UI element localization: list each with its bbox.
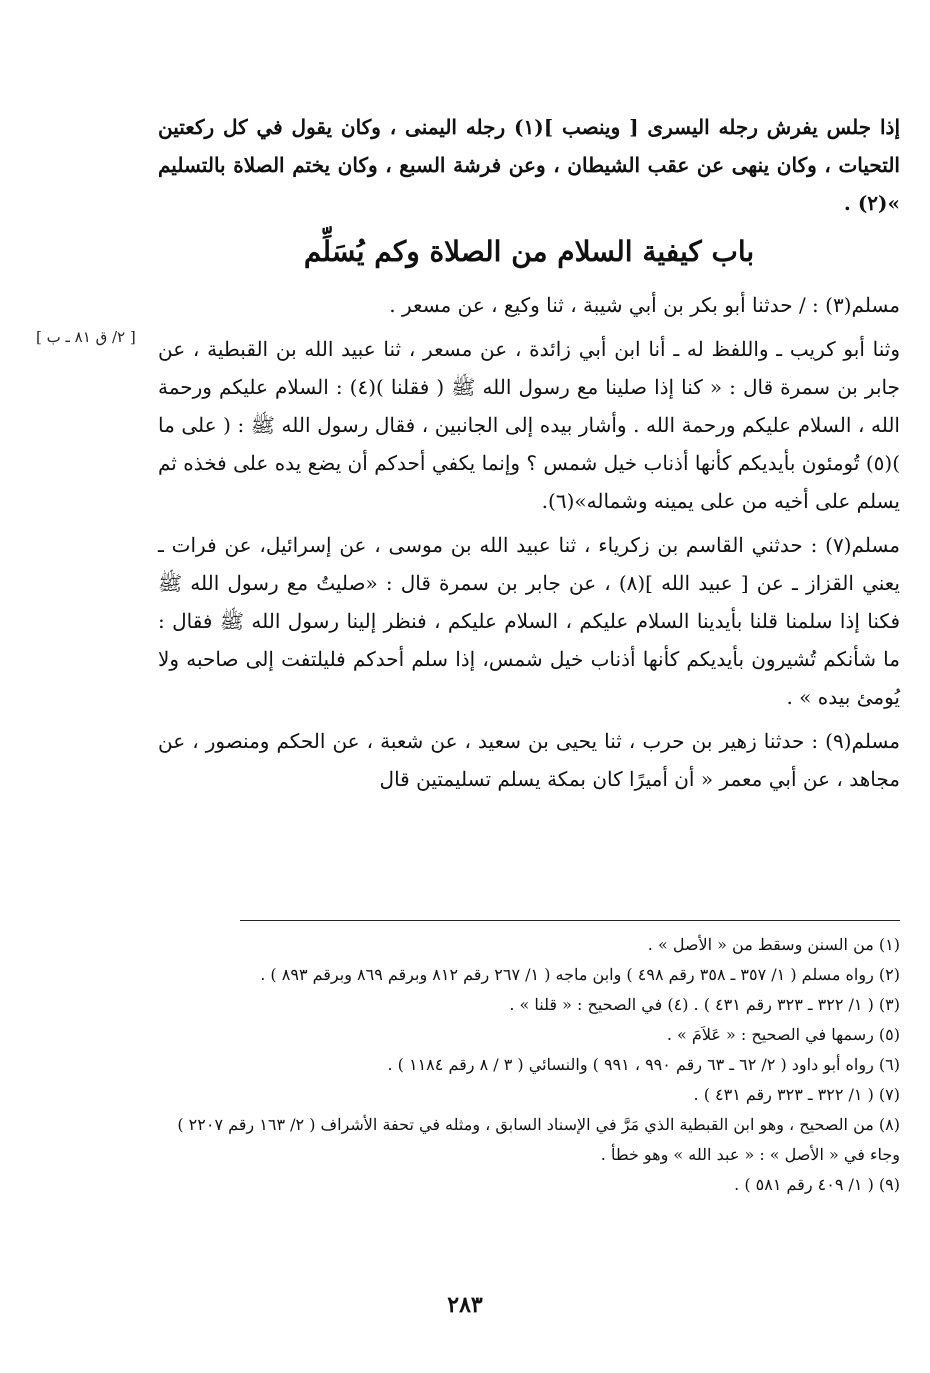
main-text <box>158 108 900 804</box>
footnote: (٨) من الصحيح ، وهو ابن القبطية الذي مَرَّ في الإسناد السابق ، ومثله في تحفة الأشراف ( ٢/ ١٦٣ رقم ٢٢٠٧ ) وجاء في « الأصل » : « عبد الله » وهو خطأ . <box>177 1115 900 1164</box>
footnotes <box>160 930 900 1200</box>
footnote: (٦) رواه أبو داود ( ٢/ ٦٢ ـ ٦٣ رقم ٩٩٠ ، ٩٩١ ) والنسائي ( ٣ / ٨ رقم ١١٨٤ ) . <box>387 1055 900 1074</box>
paragraph-2: وثنا أبو كريب ـ واللفظ له ـ أنا ابن أبي زائدة ، عن مسعر ، ثنا عبيد الله بن القبطية ، عن جابر بن سمرة قال : « كنا إذا صلينا مع رسول الله ﷺ ( فقلنا )(٤) : السلام عليكم ورحمة الله ، السلام عليكم ورحمة الله . وأشار بيده إلى الجانبين ، فقال رسول الله ﷺ : ( على ما )(٥) تُومئون بأيديكم كأنها أذناب خيل شمس ؟ وإنما يكفي أحدكم أن يضع يده على فخذه ثم يسلم على أخيه من على يمينه وشماله»(٦). <box>158 337 900 513</box>
paragraph-intro: إذا جلس يفرش رجله اليسرى [ وينصب ](١) رجله اليمنى ، وكان يقول في كل ركعتين التحيات ، وكان ينهى عن عقب الشيطان ، وعن فرشة السبع ، وكان يختم الصلاة بالتسليم »(٢) . <box>158 115 901 215</box>
paragraph-4: مسلم(٩) : حدثنا زهير بن حرب ، ثنا يحيى بن سعيد ، عن شعبة ، عن الحكم ومنصور ، عن مجاهد ، عن أبي معمر « أن أميرًا كان بمكة يسلم تسليمتين قال <box>158 729 900 791</box>
chapter-title: باب كيفية السلام من الصلاة وكم يُسَلِّم <box>303 235 755 268</box>
paragraph-1: مسلم(٣) : / حدثنا أبو بكر بن أبي شيبة ، ثنا وكيع ، عن مسعر . <box>389 293 900 317</box>
footnote: (٩) ( ١/ ٤٠٩ رقم ٥٨١ ) . <box>734 1175 900 1194</box>
footnote: (١) من السنن وسقط من « الأصل » . <box>647 935 900 954</box>
footnote: (٥) رسمها في الصحيح : « عَلاَمَ » . <box>666 1025 900 1044</box>
margin-folio-note: [ ٢/ ق ٨١ ـ ب ] <box>36 328 136 346</box>
footnote: (٣) ( ١/ ٣٢٢ ـ ٣٢٣ رقم ٤٣١ ) . (٤) في الصحيح : « قلنا » . <box>509 995 900 1014</box>
footnote: (٢) رواه مسلم ( ١/ ٣٥٧ ـ ٣٥٨ رقم ٤٩٨ ) وابن ماجه ( ١/ ٢٦٧ رقم ٨١٢ وبرقم ٨٦٩ وبرقم ٨٩٣ ) . <box>260 965 900 984</box>
page-number: ٢٨٣ <box>447 1292 483 1318</box>
footnote: (٧) ( ١/ ٣٢٢ ـ ٣٢٣ رقم ٤٣١ ) . <box>693 1085 900 1104</box>
footnote-divider <box>240 920 900 921</box>
paragraph-3: مسلم(٧) : حدثني القاسم بن زكرياء ، ثنا عبيد الله بن موسى ، عن إسرائيل، عن فرات ـ يعني القزاز ـ عن [ عبيد الله ](٨) ، عن جابر بن سمرة قال : «صليتُ مع رسول الله ﷺ فكنا إذا سلمنا قلنا بأيدينا السلام عليكم ، السلام عليكم ، فنظر إلينا رسول الله ﷺ فقال : ما شأنكم تُشيرون بأيديكم كأنها أذناب خيل شمس، إذا سلم أحدكم فليلتفت إلى صاحبه ولا يُومئ بيده » . <box>158 533 900 709</box>
